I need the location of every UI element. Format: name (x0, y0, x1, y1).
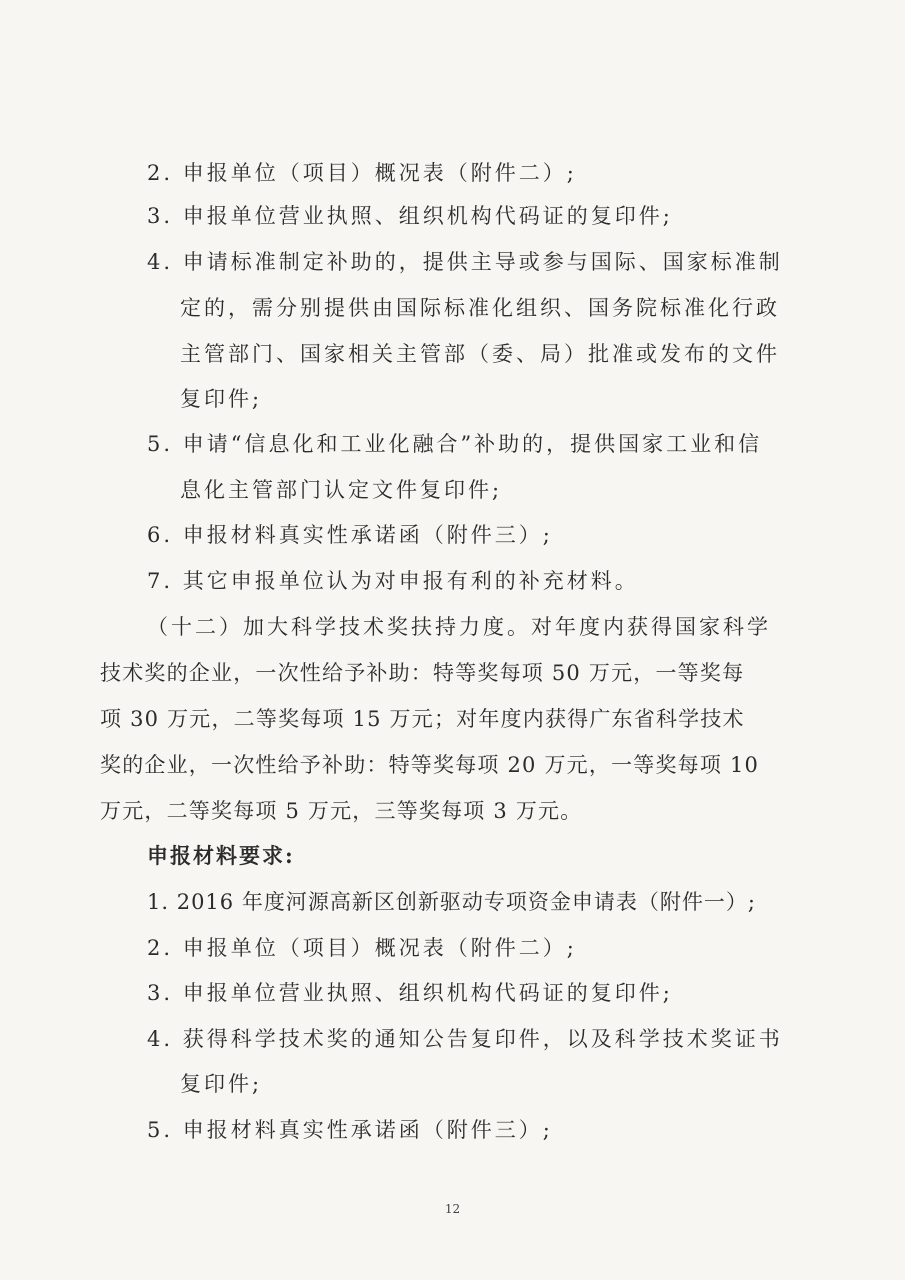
section-12-paragraph-line: （十二）加大科学技术奖扶持力度。对年度内获得国家科学 (147, 615, 771, 639)
list-item: 3. 申报单位营业执照、组织机构代码证的复印件; (147, 981, 673, 1005)
list-item-continuation: 复印件; (180, 387, 263, 411)
list-item: 4. 获得科学技术奖的通知公告复印件，以及科学技术奖证书 (147, 1027, 783, 1051)
list-item: 6. 申报材料真实性承诺函（附件三）; (147, 523, 553, 547)
list-item: 2. 申报单位（项目）概况表（附件二）; (147, 936, 577, 960)
list-item-continuation: 息化主管部门认定文件复印件; (180, 478, 503, 502)
list-item: 3. 申报单位营业执照、组织机构代码证的复印件; (147, 204, 673, 228)
list-item-continuation: 定的，需分别提供由国际标准化组织、国务院标准化行政 (180, 296, 780, 320)
list-item-continuation: 复印件; (180, 1072, 263, 1096)
list-item-continuation: 主管部门、国家相关主管部（委、局）批准或发布的文件 (180, 342, 780, 366)
list-item: 5. 申报材料真实性承诺函（附件三）; (147, 1118, 553, 1142)
section-12-paragraph-line: 项 30 万元，二等奖每项 15 万元；对年度内获得广东省科学技术 (100, 707, 745, 731)
list-item: 1. 2016 年度河源高新区创新驱动专项资金申请表（附件一）; (147, 890, 756, 914)
section-12-paragraph-line: 技术奖的企业，一次性给予补助：特等奖每项 50 万元，一等奖每 (100, 661, 745, 685)
section-12-paragraph-line: 奖的企业，一次性给予补助：特等奖每项 20 万元，一等奖每项 10 (100, 753, 760, 777)
list-item: 5. 申请“信息化和工业化融合”补助的，提供国家工业和信 (147, 432, 763, 456)
list-item: 4. 申请标准制定补助的，提供主导或参与国际、国家标准制 (147, 250, 783, 274)
list-item: 7. 其它申报单位认为对申报有利的补充材料。 (147, 569, 639, 593)
list-item: 2. 申报单位（项目）概况表（附件二）; (147, 161, 577, 185)
section-12-paragraph-line: 万元，二等奖每项 5 万元，三等奖每项 3 万元。 (100, 799, 583, 823)
page-number: 12 (444, 1202, 461, 1216)
requirements-heading: 申报材料要求: (147, 843, 295, 868)
